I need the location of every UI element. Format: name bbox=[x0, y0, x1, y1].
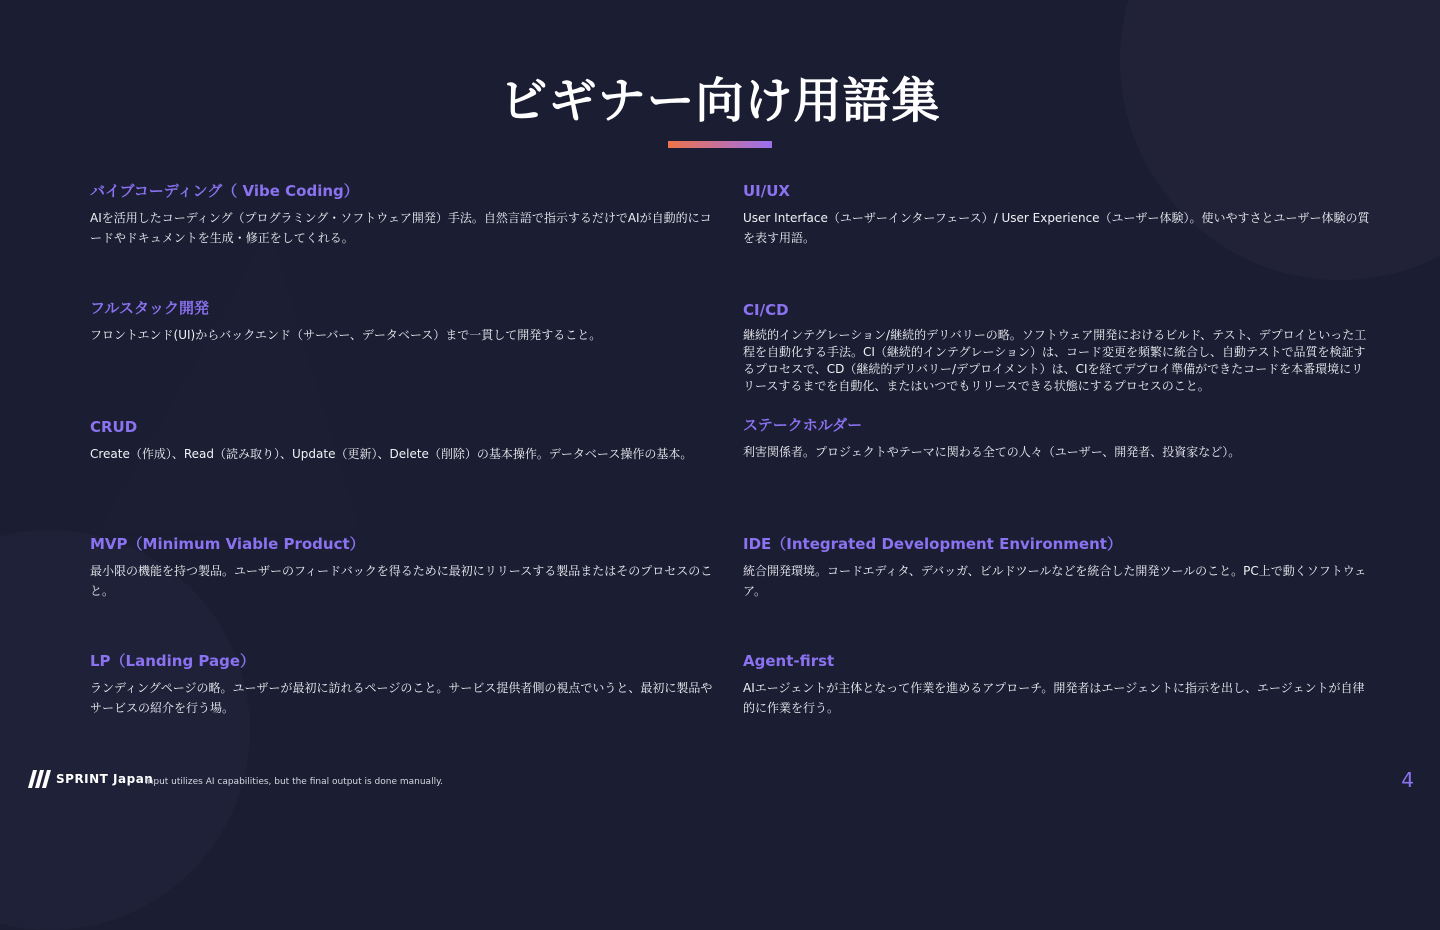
term-name: Agent-first bbox=[743, 652, 835, 670]
glossary-term bbox=[743, 182, 1373, 248]
term-description: フロントエンド(UI)からバックエンド（サーバー、データベース）まで一貫して開発すること。 bbox=[90, 328, 602, 342]
term-name: フルスタック開発 bbox=[90, 299, 209, 317]
glossary-term bbox=[90, 182, 720, 248]
term-name: IDE（Integrated Development Environment） bbox=[743, 535, 1122, 553]
title-underline-bar bbox=[668, 141, 772, 148]
term-name: CRUD bbox=[90, 418, 138, 436]
term-description: ランディングページの略。ユーザーが最初に訪れるページのこと。サービス提供者側の視点でいうと、最初に製品やサービスの紹介を行う場。 bbox=[90, 681, 713, 715]
glossary-term bbox=[743, 416, 1373, 462]
background-triangle bbox=[100, 230, 360, 530]
footer-disclaimer: Input utilizes AI capabilities, but the final output is done manually. bbox=[145, 777, 443, 787]
term-name: CI/CD bbox=[743, 301, 789, 319]
sprint-japan-logo bbox=[28, 770, 153, 788]
glossary-term bbox=[90, 299, 720, 345]
term-description: 利害関係者。プロジェクトやテーマに関わる全ての人々（ユーザー、開発者、投資家など）。 bbox=[743, 445, 1241, 459]
sprint-japan-logo-icon bbox=[28, 770, 52, 788]
glossary-term bbox=[743, 535, 1373, 601]
term-description: User Interface（ユーザーインターフェース）/ User Experience（ユーザー体験）。使いやすさとユーザー体験の質を表す用語。 bbox=[743, 211, 1370, 245]
term-description: 最小限の機能を持つ製品。ユーザーのフィードバックを得るために最初にリリースする製品またはそのプロセスのこと。 bbox=[90, 564, 713, 598]
term-description: 継続的インテグレーション/継続的デリバリーの略。ソフトウェア開発におけるビルド、テスト、デプロイといった工程を自動化する手法。CI（継続的インテグレーション）は、コード変更を頻繁に統合し、自動テストで品質を検証するプロセスで、CD（継続的デリバリー/デプロイメント）は、CIを経てデプロイ準備ができたコードを本番環境にリリースするまでを自動化、またはいつでもリリースできる状態にするプロセスのこと。 bbox=[743, 328, 1367, 393]
term-name: LP（Landing Page） bbox=[90, 652, 256, 670]
glossary-term bbox=[90, 418, 720, 464]
term-name: MVP（Minimum Viable Product） bbox=[90, 535, 365, 553]
slide-title: ビギナー向け用語集 bbox=[499, 73, 941, 129]
glossary-term bbox=[743, 652, 1373, 718]
glossary-term bbox=[90, 652, 720, 718]
term-name: バイブコーディング（ Vibe Coding） bbox=[90, 182, 359, 200]
term-name: UI/UX bbox=[743, 182, 790, 200]
logo-text: SPRINT Japan bbox=[56, 772, 154, 786]
page-number: 4 bbox=[1401, 768, 1414, 792]
term-name: ステークホルダー bbox=[743, 416, 863, 434]
term-description: 統合開発環境。コードエディタ、デバッガ、ビルドツールなどを統合した開発ツールのこと。PC上で動くソフトウェア。 bbox=[743, 564, 1367, 598]
term-description: Create（作成）、Read（読み取り）、Update（更新）、Delete（削除）の基本操作。データベース操作の基本。 bbox=[90, 447, 693, 461]
term-description: AIを活用したコーディング（プログラミング・ソフトウェア開発）手法。自然言語で指示するだけでAIが自動的にコードやドキュメントを生成・修正をしてくれる。 bbox=[90, 211, 712, 245]
glossary-term bbox=[743, 301, 1373, 395]
term-description: AIエージェントが主体となって作業を進めるアプローチ。開発者はエージェントに指示を出し、エージェントが自律的に作業を行う。 bbox=[743, 681, 1365, 715]
glossary-term bbox=[90, 535, 720, 601]
